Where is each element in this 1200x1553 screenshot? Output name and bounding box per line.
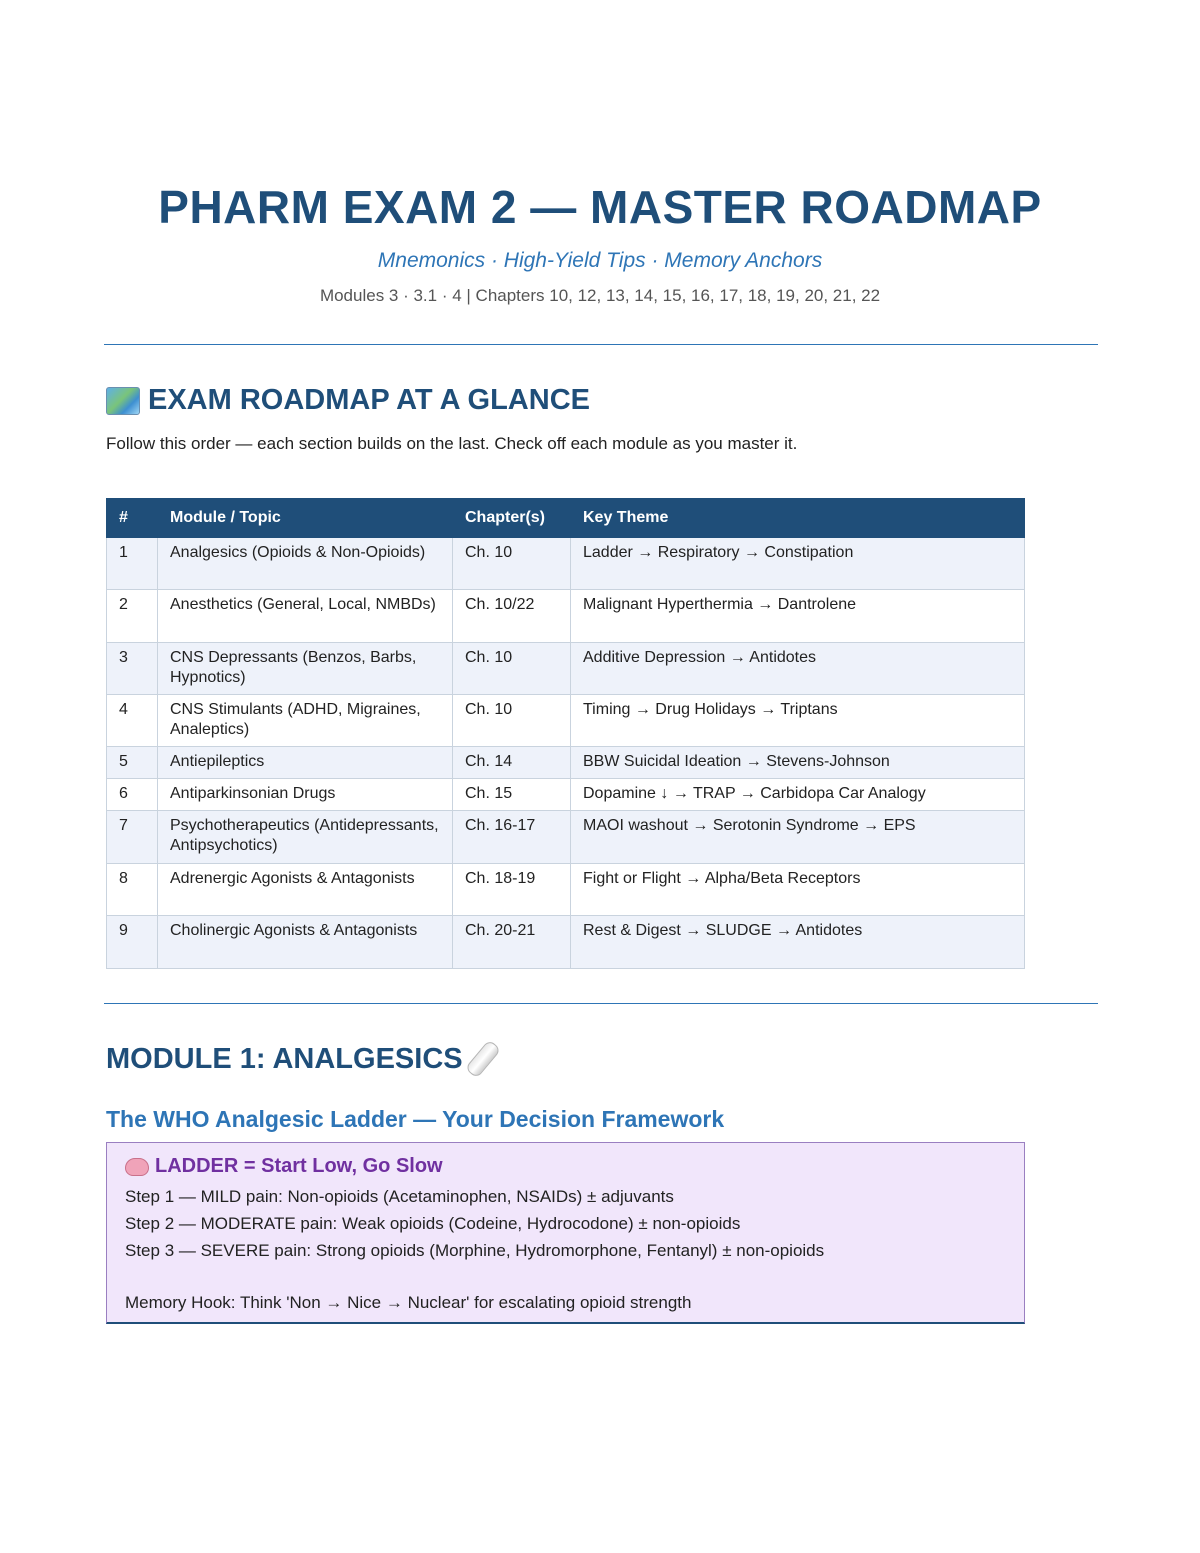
table-row	[107, 811, 1025, 864]
table-row	[107, 916, 1025, 969]
pill-icon	[464, 1039, 501, 1078]
callout-title-text: LADDER = Start Low, Go Slow	[155, 1155, 443, 1177]
row-number: 4	[107, 695, 158, 747]
memory-hook: Memory Hook: Think 'Non → Nice → Nuclear' for escalating opioid strength	[125, 1293, 692, 1312]
table-header-row	[107, 499, 1025, 538]
column-header: Module / Topic	[158, 499, 453, 538]
brain-icon	[125, 1158, 149, 1176]
row-topic: CNS Depressants (Benzos, Barbs, Hypnotics)	[158, 643, 453, 695]
column-header: Key Theme	[571, 499, 1025, 538]
row-topic: Analgesics (Opioids & Non-Opioids)	[158, 538, 453, 590]
row-chapter: Ch. 14	[453, 747, 571, 779]
row-chapter: Ch. 10/22	[453, 590, 571, 643]
callout-title	[125, 1155, 443, 1178]
row-topic: CNS Stimulants (ADHD, Migraines, Analeptics)	[158, 695, 453, 747]
row-theme: Dopamine ↓ → TRAP → Carbidopa Car Analogy	[571, 779, 1025, 811]
ladder-subheading: The WHO Analgesic Ladder — Your Decision Framework	[106, 1106, 725, 1132]
map-icon	[106, 387, 140, 415]
mnemonic-callout	[106, 1142, 1025, 1324]
row-theme: Malignant Hyperthermia → Dantrolene	[571, 590, 1025, 643]
row-chapter: Ch. 10	[453, 695, 571, 747]
row-topic: Adrenergic Agonists & Antagonists	[158, 864, 453, 916]
row-number: 9	[107, 916, 158, 969]
divider	[104, 344, 1098, 345]
row-number: 1	[107, 538, 158, 590]
divider	[104, 1003, 1098, 1004]
column-header: Chapter(s)	[453, 499, 571, 538]
module-1-heading	[106, 1040, 491, 1078]
page-title: PHARM EXAM 2 — MASTER ROADMAP	[158, 181, 1042, 233]
table-row	[107, 590, 1025, 643]
roadmap-table	[106, 498, 1025, 969]
row-topic: Antiparkinsonian Drugs	[158, 779, 453, 811]
table-row	[107, 747, 1025, 779]
ladder-step-1: Step 1 — MILD pain: Non-opioids (Acetaminophen, NSAIDs) ± adjuvants	[125, 1187, 674, 1206]
roadmap-heading-text: EXAM ROADMAP AT A GLANCE	[148, 384, 590, 416]
row-theme: Timing → Drug Holidays → Triptans	[571, 695, 1025, 747]
row-topic: Antiepileptics	[158, 747, 453, 779]
roadmap-intro: Follow this order — each section builds on the last. Check off each module as you master it.	[106, 434, 798, 453]
row-theme: MAOI washout → Serotonin Syndrome → EPS	[571, 811, 1025, 864]
page-subtitle: Mnemonics · High-Yield Tips · Memory Anchors	[377, 249, 823, 272]
row-theme: Rest & Digest → SLUDGE → Antidotes	[571, 916, 1025, 969]
row-theme: Additive Depression → Antidotes	[571, 643, 1025, 695]
row-topic: Cholinergic Agonists & Antagonists	[158, 916, 453, 969]
row-number: 3	[107, 643, 158, 695]
row-topic: Psychotherapeutics (Antidepressants, Antipsychotics)	[158, 811, 453, 864]
row-number: 6	[107, 779, 158, 811]
column-header: #	[107, 499, 158, 538]
row-theme: BBW Suicidal Ideation → Stevens-Johnson	[571, 747, 1025, 779]
row-theme: Fight or Flight → Alpha/Beta Receptors	[571, 864, 1025, 916]
row-number: 5	[107, 747, 158, 779]
row-topic: Anesthetics (General, Local, NMBDs)	[158, 590, 453, 643]
row-chapter: Ch. 16-17	[453, 811, 571, 864]
module-1-heading-text: MODULE 1: ANALGESICS	[106, 1042, 463, 1075]
row-chapter: Ch. 20-21	[453, 916, 571, 969]
row-chapter: Ch. 10	[453, 538, 571, 590]
row-chapter: Ch. 18-19	[453, 864, 571, 916]
modules-chapters-line: Modules 3 · 3.1 · 4 | Chapters 10, 12, 13, 14, 15, 16, 17, 18, 19, 20, 21, 22	[319, 286, 881, 305]
ladder-step-2: Step 2 — MODERATE pain: Weak opioids (Codeine, Hydrocodone) ± non-opioids	[125, 1214, 741, 1233]
table-row	[107, 779, 1025, 811]
roadmap-heading	[106, 384, 590, 417]
table-row	[107, 864, 1025, 916]
table-row	[107, 538, 1025, 590]
row-chapter: Ch. 10	[453, 643, 571, 695]
ladder-step-3: Step 3 — SEVERE pain: Strong opioids (Morphine, Hydromorphone, Fentanyl) ± non-opioids	[125, 1241, 825, 1260]
row-theme: Ladder → Respiratory → Constipation	[571, 538, 1025, 590]
row-number: 2	[107, 590, 158, 643]
row-number: 7	[107, 811, 158, 864]
row-chapter: Ch. 15	[453, 779, 571, 811]
table-row	[107, 643, 1025, 695]
table-row	[107, 695, 1025, 747]
row-number: 8	[107, 864, 158, 916]
